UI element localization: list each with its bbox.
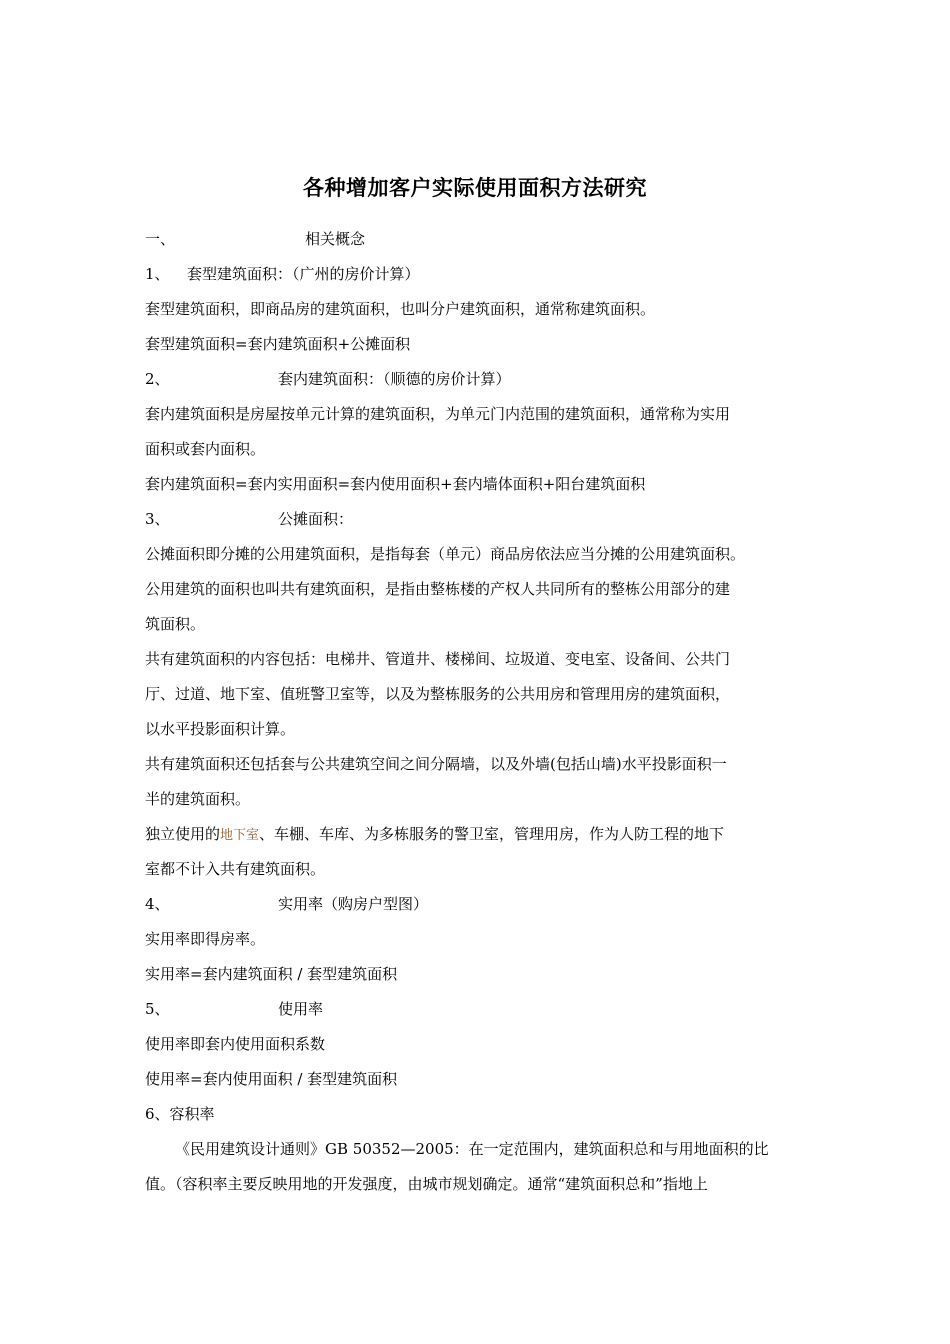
- section-heading-1: [145, 222, 810, 257]
- item-number: 5、: [145, 1000, 170, 1018]
- paragraph: 公用建筑的面积也叫共有建筑面积，是指由整栋楼的产权人共同所有的整栋公用部分的建: [145, 580, 731, 598]
- formula: 使用率=套内使用面积 / 套型建筑面积: [145, 1070, 398, 1088]
- paragraph: 使用率即套内使用面积系数: [145, 1035, 326, 1053]
- section-number: 一、: [145, 230, 176, 248]
- paragraph: 以水平投影面积计算。: [145, 720, 296, 738]
- basement-link[interactable]: 地下室: [220, 828, 260, 843]
- item-label: 套内建筑面积：（顺德的房价计算）: [278, 370, 511, 388]
- document-body: [145, 222, 810, 1202]
- paragraph: 共有建筑面积的内容包括：电梯井、管道井、楼梯间、垃圾道、变电室、设备间、公共门: [145, 650, 731, 668]
- paragraph: 面积或套内面积。: [145, 440, 266, 458]
- item-number: 3、: [145, 510, 170, 528]
- formula: 套内建筑面积=套内实用面积=套内使用面积+套内墙体面积+阳台建筑面积: [145, 475, 646, 493]
- paragraph: 套型建筑面积，即商品房的建筑面积，也叫分户建筑面积，通常称建筑面积。: [145, 300, 656, 318]
- item-heading-4: [145, 887, 810, 922]
- item-label: 容积率: [169, 1105, 215, 1123]
- paragraph: 公摊面积即分摊的公用建筑面积，是指每套（单元）商品房依法应当分摊的公用建筑面积。: [145, 545, 746, 563]
- text-segment: 、车棚、车库、为多栋服务的警卫室，管理用房，作为人防工程的地下: [259, 825, 725, 843]
- item-number: 2、: [145, 370, 170, 388]
- paragraph: 共有建筑面积还包括套与公共建筑空间之间分隔墙，以及外墙(包括山墙)水平投影面积一: [145, 755, 727, 773]
- item-heading-2: [145, 362, 810, 397]
- paragraph: 厅、过道、地下室、值班警卫室等，以及为整栋服务的公共用房和管理用房的建筑面积，: [145, 685, 731, 703]
- paragraph: 值。（容积率主要反映用地的开发强度，由城市规划确定。通常“建筑面积总和”指地上: [145, 1175, 708, 1193]
- text-segment: 独立使用的: [145, 825, 221, 843]
- paragraph: 套内建筑面积是房屋按单元计算的建筑面积，为单元门内范围的建筑面积，通常称为实用: [145, 405, 731, 423]
- item-number: 1、: [145, 265, 170, 283]
- paragraph: 筑面积。: [145, 615, 206, 633]
- item-label: 使用率: [278, 1000, 324, 1018]
- section-label: 相关概念: [305, 230, 366, 248]
- item-number: 6、: [145, 1105, 170, 1123]
- formula: 套型建筑面积=套内建筑面积+公摊面积: [145, 335, 411, 353]
- item-heading-1: [145, 257, 810, 292]
- item-label: 公摊面积：: [278, 510, 354, 528]
- paragraph: [145, 817, 810, 852]
- item-number: 4、: [145, 895, 170, 913]
- item-heading-5: [145, 992, 810, 1027]
- paragraph: 《民用建筑设计通则》GB 50352—2005：在一定范围内，建筑面积总和与用地面积的比: [175, 1140, 769, 1158]
- formula: 实用率=套内建筑面积 / 套型建筑面积: [145, 965, 398, 983]
- item-label: 套型建筑面积：（广州的房价计算）: [187, 265, 420, 283]
- paragraph: 半的建筑面积。: [145, 790, 251, 808]
- item-heading-6: [145, 1097, 810, 1132]
- item-heading-3: [145, 502, 810, 537]
- document-title: 各种增加客户实际使用面积方法研究: [303, 176, 647, 200]
- paragraph: 实用率即得房率。: [145, 930, 266, 948]
- item-label: 实用率（购房户型图）: [278, 895, 429, 913]
- paragraph: 室都不计入共有建筑面积。: [145, 860, 326, 878]
